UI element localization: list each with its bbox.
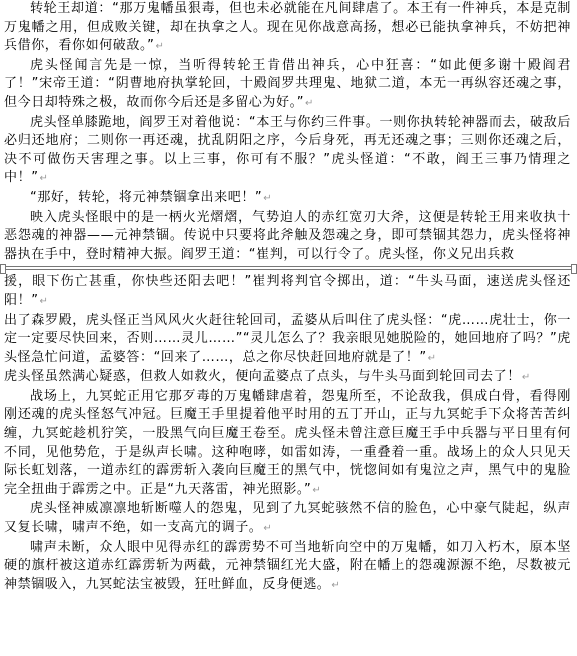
page-section-top [0, 0, 577, 264]
paragraph-text: 虎头怪闻言先是一惊，当听得转轮王肯借出神兵，心中狂喜：“如此便多谢十殿阎君了！”宋帝王道：“阴曹地府执掌轮回，十殿阎罗共理鬼、地狱二道，本无一再纵容还魂之事，但今日却特殊之极，故而你今后还是多留心为好。” [4, 57, 571, 110]
paragraph [4, 368, 575, 388]
paragraph-mark-icon: ↵ [155, 41, 164, 53]
paragraph-text: “那好，转轮，将元神禁锢拿出来吧！” [30, 189, 263, 205]
paragraph [4, 114, 575, 189]
paragraph-text: 战场上，九冥蛇正用它那歹毒的万鬼幡肆虐着，怨鬼所至，不论敌我，俱成白骨，看得刚刚还魂的虎头怪怒气冲冠。巨魔王手里提着他平时用的五丁开山，正与九冥蛇手下众将苦苦纠缠，九冥蛇趁机狞笑，一股黑气向巨魔王卷至。虎头怪未曾注意巨魔王手中兵器与平日里有何不同，见他势危，于是纵声长啸。这种咆哮，如雷如涛，一重叠着一重。战场上的众人只见天际长虹划落，一道赤红的霹雳斩入袭向巨魔王的黑气中，恍惚间如有鬼泣之声，黑气中的鬼脸完全扭曲于霹雳之中。正是“九天落雷，神光照影。” [4, 388, 571, 497]
paragraph-text: 虎头怪虽然满心疑惑，但救人如救火，便向孟婆点了点头，与牛头马面到轮回司去了！ [4, 369, 521, 385]
paragraph-mark-icon: ↵ [331, 579, 340, 591]
paragraph-text: 啸声未断，众人眼中见得赤红的霹雳势不可当地斩向空中的万鬼幡，如刀入朽木，原本坚硬的旗杆被这道赤红霹雳斩为两截，元神禁锢红光大盛，附在幡上的怨魂源源不绝，尽数被元神禁锢吸入，九冥蛇法宝被毁，狂吐鲜血，反身便逃。 [4, 539, 571, 592]
paragraph [4, 539, 575, 596]
paragraph-text: 虎头怪神威凛凛地斩断噬人的怨鬼，见到了九冥蛇骇然不信的脸色，心中豪气陡起，纵声又复长啸，啸声不绝，如一支高亢的调子。 [4, 501, 571, 536]
page-break-line [0, 266, 577, 267]
page-break-handle-left[interactable] [0, 264, 6, 274]
paragraph-text: 转轮王却道：“那万鬼幡虽狠毒，但也未必就能在凡间肆虐了。本王有一件神兵，本是克制万鬼幡之用，但成败关键，却在执拿之人。现在见你战意高扬，想必已能执拿神兵，不妨把神兵借你，看你如何破敌。” [4, 1, 571, 54]
paragraph-mark-icon: ↵ [39, 295, 48, 307]
paragraph [4, 0, 575, 57]
paragraph-text: 映入虎头怪眼中的是一柄火光熠熠，气势迫人的赤红宽刃大斧，这便是转轮王用来收执十恶怨魂的神器——元神禁锢。传说中只要将此斧触及怨魂之身，即可禁锢其怨力，虎头怪将神器执在手中，登时精神大振。阎罗王道：“崔判，可以行令了。虎头怪，你义兄出兵救 [4, 209, 571, 262]
page-break-line [0, 269, 577, 270]
paragraph-mark-icon: ↵ [263, 523, 272, 535]
paragraph [4, 189, 575, 209]
paragraph-mark-icon: ↵ [263, 192, 272, 204]
page-section-bottom [0, 273, 577, 595]
paragraph-mark-icon: ↵ [312, 484, 321, 496]
paragraph [4, 57, 575, 114]
page-break-handle-right[interactable] [571, 264, 577, 274]
paragraph [4, 388, 575, 501]
paragraph-mark-icon: ↵ [305, 97, 314, 109]
paragraph-mark-icon: ↵ [521, 372, 531, 384]
paragraph-text: 出了森罗殿，虎头怪正当风风火火赶往轮回司，孟婆从后叫住了虎头怪：“虎……虎壮士，你一定一定要尽快回来，否则……灵儿……”“灵儿怎么了？我亲眼见她脱险的，她回地府了吗？”虎头怪急忙问道，孟婆答：“回来了……，总之你尽快赶回地府就是了！” [4, 312, 571, 365]
paragraph [4, 500, 575, 538]
paragraph-text: 援，眼下伤亡甚重，你快些还阳去吧！”崔判将判官令掷出，道：“牛头马面，速送虎头怪还阳！” [4, 274, 571, 308]
paragraph [4, 312, 575, 369]
paragraph-mark-icon: ↵ [39, 173, 48, 185]
paragraph-mark-icon: ↵ [427, 352, 437, 364]
page-break-divider [0, 265, 577, 273]
paragraph-text: 虎头怪单膝跪地，阎罗王对着他说：“本王与你约三件事。一则你执转轮神器而去，破敌后必归还地府；二则你一再还魂，扰乱阴阳之序，今后身死，再无还魂之事；三则你还魂之后，决不可做伤天害理之事。以上三事，你可有不服？”虎头怪道：“不敢，阎王三事乃情理之中！” [4, 114, 571, 186]
paragraph [4, 273, 575, 311]
paragraph [4, 209, 575, 265]
